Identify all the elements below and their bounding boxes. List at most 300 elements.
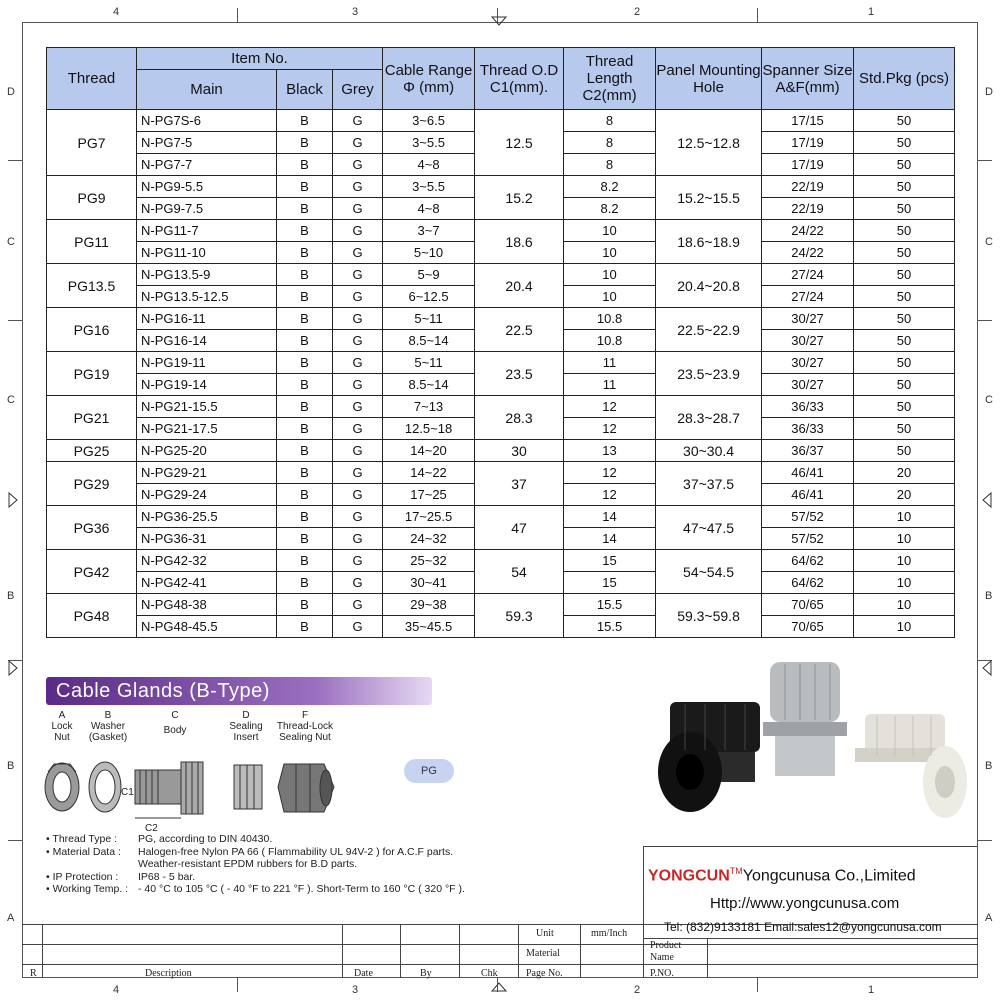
washer-icon: [89, 762, 121, 812]
std-pkg-cell: 50: [854, 396, 955, 418]
checked-label: Chk: [481, 968, 498, 979]
zone-letter-left-a: A: [7, 912, 15, 924]
thread-cell: PG13.5: [47, 264, 137, 308]
by-label: By: [420, 968, 432, 979]
spanner-cell: 57/52: [762, 528, 854, 550]
black-cell: B: [277, 264, 333, 286]
tb-line: [459, 924, 460, 978]
thread-length-cell: 12: [564, 418, 656, 440]
thread-cell: PG21: [47, 396, 137, 440]
main-cell: N-PG16-11: [137, 308, 277, 330]
grey-cell: G: [333, 176, 383, 198]
zone-number-top-1: 1: [868, 6, 875, 18]
zone-number-top-4: 4: [113, 6, 120, 18]
table-row: [47, 264, 955, 286]
cable-range-cell: 14~22: [383, 462, 475, 484]
note-row: [46, 871, 465, 884]
header-thread: Thread: [47, 48, 137, 110]
pg-badge: PG: [404, 759, 454, 783]
part-letter: F: [301, 710, 309, 721]
grey-cell: G: [333, 242, 383, 264]
spanner-cell: 64/62: [762, 550, 854, 572]
grey-cell: G: [333, 374, 383, 396]
black-cell: B: [277, 330, 333, 352]
panel-hole-cell: 59.3~59.8: [656, 594, 762, 638]
brand-name: YONGCUN: [648, 867, 730, 885]
thread-length-cell: 12: [564, 484, 656, 506]
black-cell: B: [277, 506, 333, 528]
company-legal-name: Yongcunusa Co.,Limited: [742, 867, 916, 885]
table-row: [47, 110, 955, 132]
note-key: • IP Protection :: [46, 870, 119, 883]
thread-length-cell: 8: [564, 132, 656, 154]
spanner-cell: 27/24: [762, 286, 854, 308]
header-cable-range: Cable Range Φ (mm): [383, 48, 475, 110]
thread-length-cell: 12: [564, 396, 656, 418]
lock-nut-icon: [45, 763, 79, 811]
grey-cell: G: [333, 396, 383, 418]
spanner-cell: 70/65: [762, 594, 854, 616]
thread-length-cell: 14: [564, 528, 656, 550]
spanner-cell: 17/19: [762, 154, 854, 176]
tb-line: [342, 924, 343, 978]
main-cell: N-PG21-15.5: [137, 396, 277, 418]
part-name: Washer (Gasket): [88, 721, 128, 743]
main-cell: N-PG36-31: [137, 528, 277, 550]
zone-letter-right-c2: C: [985, 394, 993, 406]
company-contact: Tel: (832)9133181 Email:sales12@yongcunusa.com: [664, 920, 942, 934]
spanner-cell: 36/33: [762, 418, 854, 440]
grey-cell: G: [333, 506, 383, 528]
cable-range-cell: 8.5~14: [383, 374, 475, 396]
zone-number-bottom-4: 4: [113, 984, 120, 996]
frame-tick: [237, 978, 238, 992]
cable-range-cell: 12.5~18: [383, 418, 475, 440]
thread-od-cell: 47: [475, 506, 564, 550]
center-arrow-icon: [982, 660, 992, 676]
std-pkg-cell: 10: [854, 528, 955, 550]
grey-cell: G: [333, 550, 383, 572]
thread-od-cell: 54: [475, 550, 564, 594]
std-pkg-cell: 50: [854, 352, 955, 374]
black-cell: B: [277, 528, 333, 550]
thread-length-cell: 8: [564, 110, 656, 132]
panel-hole-cell: 18.6~18.9: [656, 220, 762, 264]
spanner-cell: 70/65: [762, 616, 854, 638]
black-cell: B: [277, 110, 333, 132]
black-cell: B: [277, 484, 333, 506]
thread-cell: PG42: [47, 550, 137, 594]
thread-cell: PG29: [47, 462, 137, 506]
main-cell: N-PG9-5.5: [137, 176, 277, 198]
center-arrow-icon: [982, 492, 992, 508]
thread-length-cell: 8.2: [564, 176, 656, 198]
section-title: Cable Glands (B-Type): [56, 680, 270, 702]
cable-range-cell: 4~8: [383, 198, 475, 220]
spec-table-body: [47, 110, 955, 638]
thread-length-cell: 10.8: [564, 330, 656, 352]
black-cell: B: [277, 220, 333, 242]
zone-number-top-3: 3: [352, 6, 359, 18]
table-row: [47, 308, 955, 330]
zone-letter-right-a: A: [985, 912, 993, 924]
grey-cell: G: [333, 462, 383, 484]
std-pkg-cell: 20: [854, 462, 955, 484]
note-row: [46, 858, 465, 871]
main-cell: N-PG29-24: [137, 484, 277, 506]
grey-cell: G: [333, 264, 383, 286]
sealing-nut-icon: [278, 764, 334, 812]
cable-range-cell: 6~12.5: [383, 286, 475, 308]
part-label-d: [224, 710, 268, 743]
zone-letter-left-b1: B: [7, 590, 15, 602]
description-label: Description: [145, 968, 192, 979]
tb-line: [22, 944, 978, 945]
thread-length-cell: 15: [564, 572, 656, 594]
black-cell: B: [277, 616, 333, 638]
spanner-cell: 57/52: [762, 506, 854, 528]
zone-letter-left-c1: C: [7, 236, 15, 248]
panel-hole-cell: 12.5~12.8: [656, 110, 762, 176]
cable-range-cell: 5~11: [383, 352, 475, 374]
part-number-label: P.NO.: [650, 968, 674, 979]
thread-cell: PG25: [47, 440, 137, 462]
grey-cell: G: [333, 110, 383, 132]
header-std-pkg: Std.Pkg (pcs): [854, 48, 955, 110]
tb-line: [518, 924, 519, 978]
main-cell: N-PG11-7: [137, 220, 277, 242]
spec-table: [46, 47, 955, 638]
thread-cell: PG36: [47, 506, 137, 550]
main-cell: N-PG48-38: [137, 594, 277, 616]
black-cell: B: [277, 308, 333, 330]
spanner-cell: 64/62: [762, 572, 854, 594]
thread-length-cell: 8: [564, 154, 656, 176]
part-label-f: [274, 710, 336, 743]
main-cell: N-PG25-20: [137, 440, 277, 462]
grey-cell: G: [333, 352, 383, 374]
thread-length-cell: 10: [564, 264, 656, 286]
cable-range-cell: 3~6.5: [383, 110, 475, 132]
zone-letter-right-b2: B: [985, 760, 993, 772]
std-pkg-cell: 50: [854, 264, 955, 286]
note-value: Halogen-free Nylon PA 66 ( Flammability UL 94V-2 ) for A.C.F parts.: [138, 845, 454, 858]
cable-range-cell: 14~20: [383, 440, 475, 462]
unit-value: mm/Inch: [591, 928, 628, 939]
std-pkg-cell: 50: [854, 176, 955, 198]
cable-range-cell: 7~13: [383, 396, 475, 418]
std-pkg-cell: 50: [854, 330, 955, 352]
std-pkg-cell: 10: [854, 594, 955, 616]
panel-hole-cell: 20.4~20.8: [656, 264, 762, 308]
spanner-cell: 27/24: [762, 264, 854, 286]
std-pkg-cell: 50: [854, 286, 955, 308]
black-cell: B: [277, 440, 333, 462]
grey-cell: G: [333, 198, 383, 220]
note-value: - 40 °C to 105 °C ( - 40 °F to 221 °F ). Short-Term to 160 °C ( 320 °F ).: [138, 883, 465, 895]
panel-hole-cell: 15.2~15.5: [656, 176, 762, 220]
black-cell: B: [277, 374, 333, 396]
cable-range-cell: 17~25.5: [383, 506, 475, 528]
trademark: TM: [729, 866, 743, 876]
tb-line: [643, 846, 978, 847]
black-cell: B: [277, 132, 333, 154]
part-letter: B: [104, 710, 112, 721]
std-pkg-cell: 20: [854, 484, 955, 506]
frame-tick: [8, 160, 22, 161]
date-label: Date: [354, 968, 373, 979]
spanner-cell: 30/27: [762, 374, 854, 396]
table-row: [47, 396, 955, 418]
part-name: Sealing Insert: [229, 721, 263, 743]
thread-od-cell: 37: [475, 462, 564, 506]
panel-hole-cell: 54~54.5: [656, 550, 762, 594]
main-cell: N-PG7-5: [137, 132, 277, 154]
thread-od-cell: 15.2: [475, 176, 564, 220]
spanner-cell: 17/19: [762, 132, 854, 154]
thread-length-cell: 10: [564, 242, 656, 264]
frame-tick: [757, 978, 758, 992]
grey-cell: G: [333, 132, 383, 154]
main-cell: N-PG29-21: [137, 462, 277, 484]
grey-cell: G: [333, 572, 383, 594]
thread-od-cell: 22.5: [475, 308, 564, 352]
thread-length-cell: 14: [564, 506, 656, 528]
frame-tick: [8, 840, 22, 841]
main-cell: N-PG7-7: [137, 154, 277, 176]
thread-od-cell: 23.5: [475, 352, 564, 396]
part-letter: C: [171, 710, 179, 721]
dim-label-c2: C2: [145, 823, 158, 834]
note-key: • Material Data :: [46, 845, 121, 858]
thread-length-cell: 10.8: [564, 308, 656, 330]
std-pkg-cell: 50: [854, 440, 955, 462]
material-label: Material: [526, 948, 560, 959]
note-key: • Thread Type :: [46, 833, 117, 845]
black-cell: B: [277, 176, 333, 198]
zone-letter-left-b2: B: [7, 760, 15, 772]
black-cell: B: [277, 594, 333, 616]
note-key: • Working Temp. :: [46, 883, 129, 895]
note-key: [46, 858, 138, 871]
zone-number-bottom-2: 2: [634, 984, 641, 996]
std-pkg-cell: 10: [854, 616, 955, 638]
panel-hole-cell: 22.5~22.9: [656, 308, 762, 352]
black-cell: B: [277, 198, 333, 220]
zone-number-bottom-3: 3: [352, 984, 359, 996]
frame-tick: [8, 320, 22, 321]
table-row: [47, 352, 955, 374]
main-cell: N-PG48-45.5: [137, 616, 277, 638]
spanner-cell: 36/37: [762, 440, 854, 462]
thread-length-cell: 11: [564, 374, 656, 396]
cable-range-cell: 17~25: [383, 484, 475, 506]
thread-od-cell: 59.3: [475, 594, 564, 638]
table-row: [47, 220, 955, 242]
revision-label: R: [30, 968, 37, 979]
product-photo: [645, 652, 975, 832]
thread-cell: PG19: [47, 352, 137, 396]
header-spanner: Spanner Size A&F(mm): [762, 48, 854, 110]
main-cell: N-PG9-7.5: [137, 198, 277, 220]
header-main: Main: [137, 70, 277, 110]
part-label-b: [85, 710, 131, 743]
black-cell: B: [277, 352, 333, 374]
spanner-cell: 24/22: [762, 242, 854, 264]
header-panel-hole: Panel Mounting Hole: [656, 48, 762, 110]
main-cell: N-PG16-14: [137, 330, 277, 352]
part-label-c: [152, 710, 198, 736]
tb-line: [22, 964, 978, 965]
thread-length-cell: 12: [564, 462, 656, 484]
black-cell: B: [277, 154, 333, 176]
center-arrow-icon: [491, 982, 507, 992]
note-row: [46, 833, 465, 846]
thread-length-cell: 15: [564, 550, 656, 572]
frame-tick: [978, 840, 992, 841]
std-pkg-cell: 50: [854, 242, 955, 264]
unit-label: Unit: [536, 928, 554, 939]
cable-range-cell: 5~9: [383, 264, 475, 286]
grey-cell: G: [333, 484, 383, 506]
center-arrow-icon: [8, 660, 18, 676]
spanner-cell: 46/41: [762, 462, 854, 484]
dim-label-c1: C1: [121, 787, 134, 798]
std-pkg-cell: 50: [854, 418, 955, 440]
std-pkg-cell: 50: [854, 198, 955, 220]
cable-range-cell: 30~41: [383, 572, 475, 594]
cable-range-cell: 25~32: [383, 550, 475, 572]
main-cell: N-PG7S-6: [137, 110, 277, 132]
main-cell: N-PG42-41: [137, 572, 277, 594]
thread-od-cell: 12.5: [475, 110, 564, 176]
black-cell: B: [277, 572, 333, 594]
black-cell: B: [277, 550, 333, 572]
thread-cell: PG48: [47, 594, 137, 638]
thread-length-cell: 13: [564, 440, 656, 462]
cable-range-cell: 29~38: [383, 594, 475, 616]
black-cell: B: [277, 418, 333, 440]
black-cell: B: [277, 462, 333, 484]
thread-od-cell: 30: [475, 440, 564, 462]
cable-range-cell: 4~8: [383, 154, 475, 176]
cable-range-cell: 3~5.5: [383, 176, 475, 198]
header-thread-od: Thread O.D C1(mm).: [475, 48, 564, 110]
note-value: Weather-resistant EPDM rubbers for B.D parts.: [138, 858, 358, 870]
thread-cell: PG16: [47, 308, 137, 352]
spanner-cell: 46/41: [762, 484, 854, 506]
thread-length-cell: 11: [564, 352, 656, 374]
spanner-cell: 30/27: [762, 330, 854, 352]
cable-range-cell: 24~32: [383, 528, 475, 550]
std-pkg-cell: 50: [854, 220, 955, 242]
zone-letter-right-d: D: [985, 86, 993, 98]
center-arrow-icon: [8, 492, 18, 508]
thread-cell: PG9: [47, 176, 137, 220]
std-pkg-cell: 50: [854, 132, 955, 154]
tb-line: [643, 938, 978, 939]
thread-od-cell: 28.3: [475, 396, 564, 440]
company-url[interactable]: Http://www.yongcunusa.com: [710, 895, 900, 912]
grey-cell: G: [333, 440, 383, 462]
spanner-cell: 17/15: [762, 110, 854, 132]
zone-number-top-2: 2: [634, 6, 641, 18]
main-cell: N-PG21-17.5: [137, 418, 277, 440]
table-row: [47, 176, 955, 198]
thread-cell: PG11: [47, 220, 137, 264]
grey-cell: G: [333, 220, 383, 242]
white-gland-icon: [855, 714, 967, 818]
std-pkg-cell: 50: [854, 154, 955, 176]
std-pkg-cell: 50: [854, 308, 955, 330]
grey-cell: G: [333, 286, 383, 308]
tb-line: [580, 924, 581, 978]
black-gland-icon: [658, 702, 760, 812]
spanner-cell: 30/27: [762, 308, 854, 330]
spanner-cell: 22/19: [762, 198, 854, 220]
grey-cell: G: [333, 616, 383, 638]
spanner-cell: 36/33: [762, 396, 854, 418]
thread-length-cell: 10: [564, 286, 656, 308]
thread-length-cell: 10: [564, 220, 656, 242]
zone-letter-left-c2: C: [7, 394, 15, 406]
note-row: [46, 883, 465, 896]
thread-cell: PG7: [47, 110, 137, 176]
cable-range-cell: 5~11: [383, 308, 475, 330]
zone-letter-right-b1: B: [985, 590, 993, 602]
table-row: [47, 594, 955, 616]
spanner-cell: 24/22: [762, 220, 854, 242]
table-row: [47, 440, 955, 462]
grey-cell: G: [333, 418, 383, 440]
frame-tick: [978, 160, 992, 161]
panel-hole-cell: 47~47.5: [656, 506, 762, 550]
main-cell: N-PG19-14: [137, 374, 277, 396]
cable-range-cell: 3~7: [383, 220, 475, 242]
std-pkg-cell: 10: [854, 506, 955, 528]
thread-length-cell: 8.2: [564, 198, 656, 220]
grey-gland-icon: [763, 662, 847, 776]
tb-line: [707, 938, 708, 978]
thread-od-cell: 20.4: [475, 264, 564, 308]
grey-cell: G: [333, 594, 383, 616]
part-name: Thread-Lock Sealing Nut: [276, 721, 334, 743]
grey-cell: G: [333, 154, 383, 176]
zone-number-bottom-1: 1: [868, 984, 875, 996]
panel-hole-cell: 23.5~23.9: [656, 352, 762, 396]
thread-length-cell: 15.5: [564, 616, 656, 638]
exploded-parts-diagram: [40, 752, 350, 832]
zone-letter-right-c1: C: [985, 236, 993, 248]
black-cell: B: [277, 396, 333, 418]
main-cell: N-PG36-25.5: [137, 506, 277, 528]
section-banner: [46, 677, 432, 705]
black-cell: B: [277, 242, 333, 264]
panel-hole-cell: 37~37.5: [656, 462, 762, 506]
spec-notes: [46, 833, 465, 896]
thread-length-cell: 15.5: [564, 594, 656, 616]
main-cell: N-PG13.5-9: [137, 264, 277, 286]
std-pkg-cell: 10: [854, 550, 955, 572]
grey-cell: G: [333, 528, 383, 550]
frame-tick: [757, 8, 758, 22]
std-pkg-cell: 50: [854, 110, 955, 132]
tb-line: [643, 846, 644, 978]
spanner-cell: 22/19: [762, 176, 854, 198]
main-cell: N-PG13.5-12.5: [137, 286, 277, 308]
sealing-insert-icon: [234, 765, 262, 809]
table-row: [47, 506, 955, 528]
